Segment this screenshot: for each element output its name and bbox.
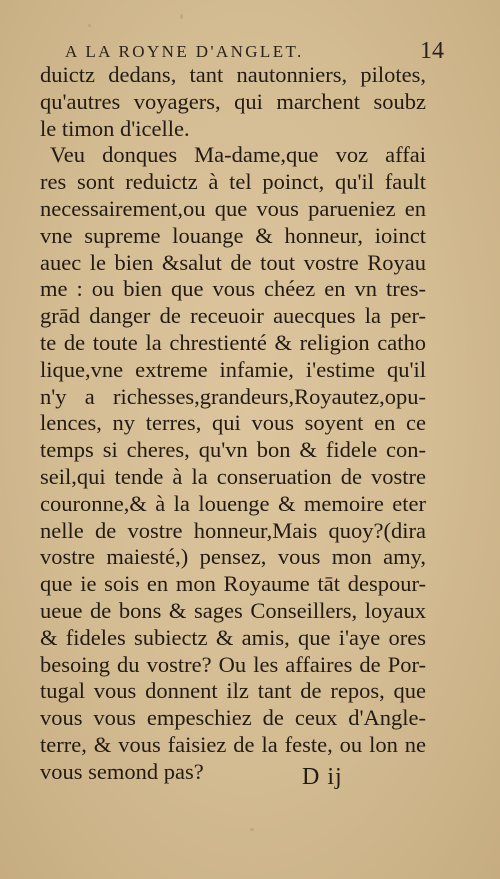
text-line: besoing du vostre? Ou les affaires de Por- <box>40 651 426 677</box>
text-line: duictz dedans, tant nautonniers, pilotes, <box>40 62 426 87</box>
text-line: Veu donques Ma-dame,que voz affai <box>50 142 426 168</box>
ink-speck <box>250 828 254 831</box>
text-line: grād danger de receuoir auecques la per- <box>40 303 426 329</box>
text-line: n'y a richesses,grandeurs,Royautez,opu- <box>40 383 426 409</box>
text-line: terre, & vous faisiez de la feste, ou lon ne <box>40 731 426 757</box>
text-line: que ie sois en mon Royaume tāt despour- <box>40 571 426 597</box>
text-line: auec le bien &salut de tout vostre Royau <box>40 249 426 275</box>
text-line: le timon d'icelle. <box>40 115 190 141</box>
body-text <box>40 62 426 786</box>
text-line: temps si cheres, qu'vn bon & fidele con- <box>40 437 426 463</box>
text-line: vous semond pas? <box>40 758 204 784</box>
text-line: vous vous empeschiez de ceux d'Angle- <box>40 705 426 731</box>
text-line: res sont reduictz à tel poinct, qu'il fault <box>40 169 426 195</box>
text-line: couronne,& à la louenge & memoire eter <box>40 490 426 516</box>
ink-speck <box>180 14 183 19</box>
text-line: vostre maiesté,) pensez, vous mon amy, <box>40 544 426 570</box>
text-line: ueue de bons & sages Conseillers, loyaux <box>40 597 426 623</box>
signature-mark: D ij <box>302 764 343 790</box>
text-line: qu'autres voyagers, qui marchent soubz <box>40 88 426 114</box>
text-line: vne supreme louange & honneur, ioinct <box>40 222 426 248</box>
text-line: seil,qui tende à la conseruation de vostre <box>40 463 426 489</box>
text-line: & fideles subiectz & amis, que i'aye ores <box>40 624 426 650</box>
text-line: nelle de vostre honneur,Mais quoy?(dira <box>40 517 426 543</box>
text-line: me : ou bien que vous chéez en vn tres- <box>40 276 426 302</box>
ink-speck <box>88 24 91 27</box>
text-line: necessairement,ou que vous parueniez en <box>40 195 426 221</box>
text-line: tugal vous donnent ilz tant de repos, que <box>40 678 426 704</box>
running-head: A LA ROYNE D'ANGLET. <box>65 42 304 61</box>
text-line: lique,vne extreme infamie, i'estime qu'il <box>40 356 426 382</box>
page-number: 14 <box>420 38 444 64</box>
text-line: te de toute la chrestienté & religion catho <box>40 329 426 355</box>
text-line: lences, ny terres, qui vous soyent en ce <box>40 410 426 436</box>
